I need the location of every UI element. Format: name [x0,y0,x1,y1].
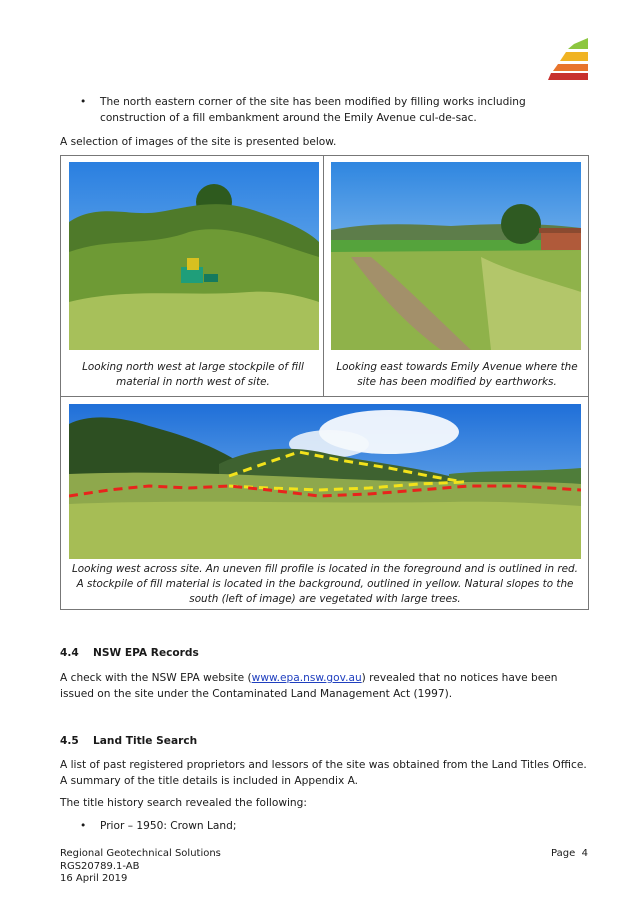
bullet-text: Prior – 1950: Crown Land; [100,820,237,832]
photo-table [60,155,589,610]
bullet-text: The north eastern corner of the site has been modified by filling works including construction of a fill embankment around the Emily Avenue cul-de-sac. [100,96,526,124]
section-heading-4-5 [60,735,197,747]
footer-company: Regional Geotechnical Solutions [60,848,221,859]
table-divider [323,156,324,396]
caption-photo-1: Looking north west at large stockpile of fill material in north west of site. [82,361,304,388]
title-history-paragraph: The title history search revealed the following: [60,797,307,809]
epa-text: A check with the NSW EPA website ( [60,672,252,684]
footer-date: 16 April 2019 [60,873,128,884]
bullet-list-top [80,94,592,126]
photo-panorama [69,404,581,559]
intro-paragraph: A selection of images of the site is presented below. [60,136,337,148]
photo-emily-avenue [331,162,581,350]
land-title-paragraph: A list of past registered proprietors and lessors of the site was obtained from the Land Titles Office. A summary of the title details is included in Appendix A. [60,759,587,787]
epa-paragraph [60,670,590,702]
page-number-value: 4 [581,848,588,859]
footer-ref: RGS20789.1-AB [60,860,140,872]
epa-website-link[interactable]: www.epa.nsw.gov.au [251,672,362,684]
caption-panorama: Looking west across site. An uneven fill profile is located in the foreground and is outlined in red. A stockpile of fill material is located in the background, outlined in yellow. Natural slopes to the south (left of image) are vegetated with large trees. [72,563,578,605]
epa-text-rest: ) revealed that no notices have been issued on the site under the Contaminated Land Management Act (1997). [60,672,558,700]
photo-stockpile [69,162,319,350]
bullet-marker: • [80,96,87,108]
table-divider [61,396,588,397]
section-title: Land Title Search [93,735,198,747]
caption-photo-2: Looking east towards Emily Avenue where the site has been modified by earthworks. [336,361,578,388]
page-label: Page [551,848,576,859]
section-heading-4-4 [60,647,199,659]
section-title: NSW EPA Records [93,647,199,659]
section-number: 4.5 [60,735,79,747]
section-number: 4.4 [60,647,79,659]
company-logo-icon [548,38,588,80]
title-history-list [80,818,580,834]
bullet-marker: • [80,820,87,832]
page-number [551,848,588,859]
footer [60,848,221,886]
